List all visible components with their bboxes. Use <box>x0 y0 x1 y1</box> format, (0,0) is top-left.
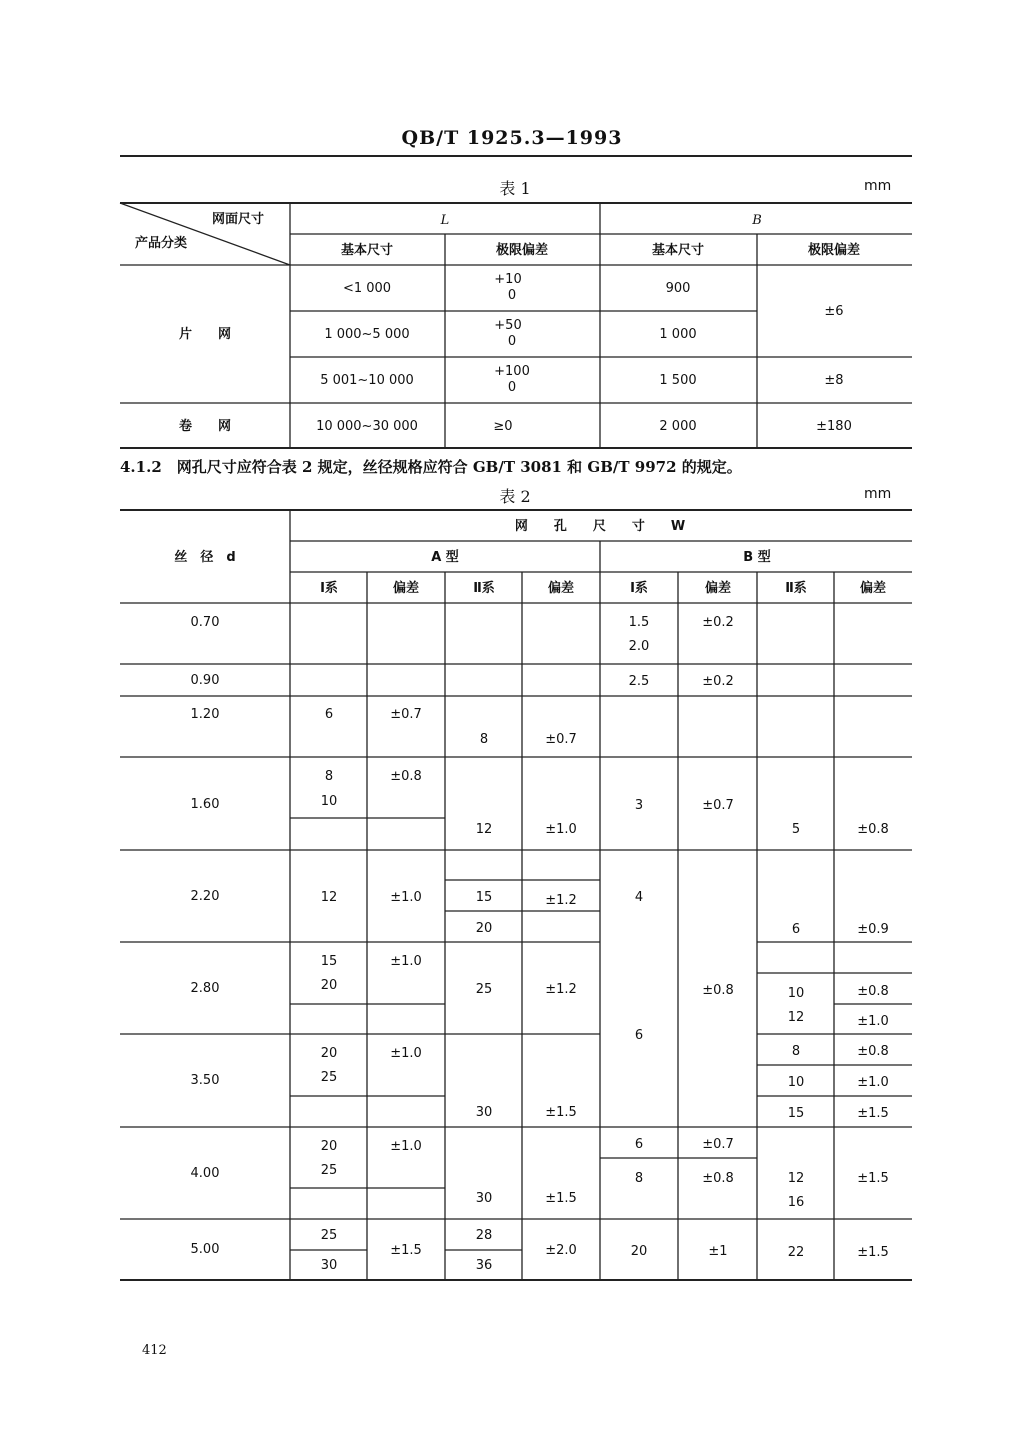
cell: 36 <box>475 1258 493 1273</box>
standard-header: QB/T 1925.3—1993 <box>401 127 623 149</box>
t2-B-series2: Ⅱ系 <box>785 581 807 596</box>
diag-top-label: 网面尺寸 <box>212 212 265 227</box>
cell: ±1.2 <box>545 893 577 908</box>
cell: 2.0 <box>628 639 650 654</box>
table2-caption: 表 2 <box>499 487 531 506</box>
cell: 1.5 <box>628 615 650 630</box>
d-160: 1.60 <box>190 797 220 812</box>
sub-tol-L: 极限偏差 <box>495 243 549 258</box>
cell: 25 <box>320 1163 338 1178</box>
cell: ±1.5 <box>857 1171 889 1186</box>
cell: 20 <box>630 1244 648 1259</box>
cell: ±1.5 <box>545 1105 577 1120</box>
d-090: 0.90 <box>190 673 220 688</box>
cell: ±1.0 <box>390 890 422 905</box>
table1-caption: 表 1 <box>499 179 531 198</box>
t2-B-series1: Ⅰ系 <box>630 581 648 596</box>
cell: 15 <box>475 890 493 905</box>
cell: ±1 <box>708 1244 728 1259</box>
t1-tolB-2: ±8 <box>824 373 844 388</box>
t1-r1-tolL-top: +10 <box>494 272 522 287</box>
cell: ±0.8 <box>702 983 734 998</box>
t2-col-W: 网 孔 尺 寸 W <box>514 519 686 534</box>
d-280: 2.80 <box>190 981 220 996</box>
cell: ±2.0 <box>545 1243 577 1258</box>
cell: 12 <box>787 1010 805 1025</box>
t1-r2-basicB: 1 000 <box>659 327 697 342</box>
t1-r4-tolL: ≥0 <box>493 419 513 434</box>
cell: 6 <box>324 707 334 722</box>
cell: 5 <box>791 822 801 837</box>
d-070: 0.70 <box>190 615 220 630</box>
t1-r2-tolL-top: +50 <box>494 318 522 333</box>
table2-unit: mm <box>864 486 892 502</box>
t1-r3-basicL: 5 001~10 000 <box>320 373 414 388</box>
d-400: 4.00 <box>190 1166 220 1181</box>
cell: 6 <box>791 922 801 937</box>
cell: 10 <box>787 986 805 1001</box>
cell: ±0.2 <box>702 615 734 630</box>
t1-r1-basicL: <1 000 <box>342 281 392 296</box>
t2-col-d: 丝 径 d <box>174 550 236 565</box>
cell: 12 <box>320 890 338 905</box>
diag-bottom-label: 产品分类 <box>135 236 188 251</box>
cell: 30 <box>475 1105 493 1120</box>
cell: ±1.2 <box>545 982 577 997</box>
t1-r4-basicL: 10 000~30 000 <box>316 419 418 434</box>
cell: ±0.8 <box>702 1171 734 1186</box>
cell: 20 <box>320 1046 338 1061</box>
cell: 25 <box>475 982 493 997</box>
t1-r1-basicB: 900 <box>665 281 691 296</box>
table1-unit: mm <box>864 178 892 194</box>
cat-sheet: 片 网 <box>178 327 232 342</box>
col-L: L <box>440 213 450 228</box>
t1-r4-basicB: 2 000 <box>659 419 697 434</box>
cell: ±1.0 <box>390 1139 422 1154</box>
cell: 8 <box>324 769 334 784</box>
col-B: B <box>752 213 762 228</box>
cell: 20 <box>475 921 493 936</box>
sub-basic-L: 基本尺寸 <box>340 243 394 258</box>
page-number: 412 <box>142 1343 167 1358</box>
cell: ±1.0 <box>857 1014 889 1029</box>
t2-A-dev2: 偏差 <box>547 581 575 596</box>
cell: 20 <box>320 1139 338 1154</box>
cell: 2.5 <box>628 674 650 689</box>
sub-basic-B: 基本尺寸 <box>651 243 705 258</box>
t2-B-dev1: 偏差 <box>704 581 732 596</box>
cell: 8 <box>791 1044 801 1059</box>
cell: 15 <box>320 954 338 969</box>
cell: ±0.2 <box>702 674 734 689</box>
t1-r2-tolL-bot: 0 <box>507 334 517 349</box>
d-120: 1.20 <box>190 707 220 722</box>
cell: 10 <box>320 794 338 809</box>
d-500: 5.00 <box>190 1242 220 1257</box>
cell: 8 <box>479 732 489 747</box>
cat-roll: 卷 网 <box>178 419 232 434</box>
cell: 16 <box>787 1195 805 1210</box>
cell: 25 <box>320 1070 338 1085</box>
cell: ±0.8 <box>857 1044 889 1059</box>
d-220: 2.20 <box>190 889 220 904</box>
cell: ±1.0 <box>857 1075 889 1090</box>
cell: 6 <box>634 1028 644 1043</box>
cell: ±0.7 <box>390 707 422 722</box>
cell: ±1.5 <box>857 1106 889 1121</box>
cell: 28 <box>475 1228 493 1243</box>
cell: 12 <box>475 822 493 837</box>
t2-type-B: B 型 <box>743 550 771 565</box>
t1-tolB-3: ±180 <box>816 419 852 434</box>
cell: 8 <box>634 1171 644 1186</box>
t2-A-series2: Ⅱ系 <box>473 581 495 596</box>
cell: ±1.5 <box>390 1243 422 1258</box>
cell: ±1.5 <box>545 1191 577 1206</box>
cell: 6 <box>634 1137 644 1152</box>
t1-r3-tolL-top: +100 <box>494 364 530 379</box>
cell: ±0.7 <box>702 798 734 813</box>
cell: ±0.7 <box>702 1137 734 1152</box>
d-350: 3.50 <box>190 1073 220 1088</box>
cell: 25 <box>320 1228 338 1243</box>
cell: ±1.0 <box>545 822 577 837</box>
cell: ±1.0 <box>390 1046 422 1061</box>
t2-B-dev2: 偏差 <box>859 581 887 596</box>
cell: ±0.8 <box>390 769 422 784</box>
t1-r1-tolL-bot: 0 <box>507 288 517 303</box>
cell: 22 <box>787 1245 805 1260</box>
cell: 3 <box>634 798 644 813</box>
cell: ±1.5 <box>857 1245 889 1260</box>
cell: 15 <box>787 1106 805 1121</box>
cell: 12 <box>787 1171 805 1186</box>
cell: ±0.7 <box>545 732 577 747</box>
t2-A-dev1: 偏差 <box>392 581 420 596</box>
cell: 4 <box>634 890 644 905</box>
t1-r3-tolL-bot: 0 <box>507 380 517 395</box>
cell: ±0.8 <box>857 822 889 837</box>
cell: 10 <box>787 1075 805 1090</box>
sub-tol-B: 极限偏差 <box>807 243 861 258</box>
cell: 20 <box>320 978 338 993</box>
t1-r2-basicL: 1 000~5 000 <box>324 327 410 342</box>
cell: ±0.8 <box>857 984 889 999</box>
cell: ±1.0 <box>390 954 422 969</box>
t1-tolB-1: ±6 <box>824 304 844 319</box>
t1-r3-basicB: 1 500 <box>659 373 697 388</box>
cell: 30 <box>475 1191 493 1206</box>
clause-4-1-2: 4.1.2 网孔尺寸应符合表 2 规定，丝径规格应符合 GB/T 3081 和 GB/T 9972 的规定。 <box>120 458 742 476</box>
cell: ±0.9 <box>857 922 889 937</box>
t2-A-series1: Ⅰ系 <box>320 581 338 596</box>
cell: 30 <box>320 1258 338 1273</box>
t2-type-A: A 型 <box>431 550 459 565</box>
